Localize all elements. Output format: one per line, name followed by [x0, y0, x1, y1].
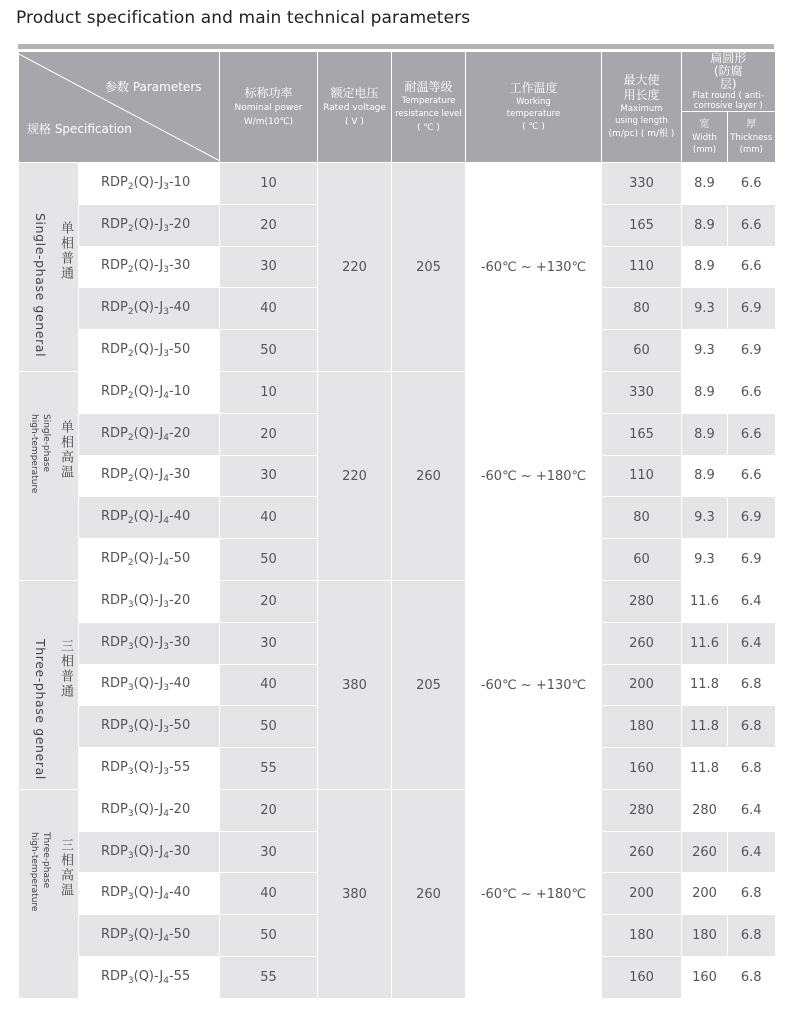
header-power: [220, 52, 318, 163]
length-en: Maximum using length: [615, 104, 668, 126]
model-prefix: RDP: [101, 174, 128, 190]
width-cell: 11.8: [682, 664, 728, 706]
voltage-cell: 380: [318, 581, 392, 790]
power-cell: 20: [220, 581, 318, 623]
model-sub1: 2: [127, 558, 134, 569]
model-prefix: RDP: [101, 383, 128, 399]
model-cell: [79, 873, 220, 915]
power-cell: 55: [220, 748, 318, 790]
model-cell: [79, 455, 220, 497]
group-label-cn: 三相普通: [58, 639, 73, 699]
width-cell: 9.3: [682, 330, 728, 372]
width-cell: 8.9: [682, 204, 728, 246]
thickness-cell: 6.4: [728, 790, 775, 832]
model-sub2: 4: [163, 390, 169, 401]
length-cell: 80: [602, 288, 682, 330]
power-cell: 40: [220, 288, 318, 330]
model-mid: (Q)-J: [133, 801, 164, 817]
group-label-en: Three-phase general: [33, 639, 48, 780]
model-cell: [79, 539, 220, 581]
model-mid: (Q)-J: [133, 885, 164, 901]
model-suffix: -50: [168, 551, 191, 567]
model-mid: (Q)-J: [133, 676, 164, 692]
width-cell: 11.6: [682, 581, 728, 623]
model-sub2: 4: [163, 558, 169, 569]
power-cell: 50: [220, 915, 318, 957]
model-sub1: 3: [127, 933, 134, 944]
power-cell: 20: [220, 413, 318, 455]
work-temp-cn: 工作温度: [509, 80, 558, 95]
group-label-cn: 单相高温: [58, 420, 73, 480]
power-cn: 标称功率: [244, 85, 293, 100]
thickness-cell: 6.9: [728, 288, 775, 330]
group-label-cn: 三相高温: [58, 838, 73, 898]
power-cell: 20: [220, 204, 318, 246]
power-cell: 40: [220, 497, 318, 539]
length-cell: 60: [602, 330, 682, 372]
model-sub2: 3: [163, 223, 169, 234]
parameters-label: 参数 Parameters: [105, 79, 202, 94]
model-mid: (Q)-J: [133, 509, 164, 525]
specification-label: 规格 Specification: [27, 121, 132, 136]
voltage-unit: ( V ): [345, 116, 364, 127]
width-cell: 9.3: [682, 539, 728, 581]
model-prefix: RDP: [101, 509, 128, 525]
width-cell: 8.9: [682, 163, 728, 205]
group-label-cell: [19, 163, 79, 372]
header-thickness: [728, 112, 775, 163]
model-cell: [79, 581, 220, 623]
model-sub1: 3: [127, 641, 134, 652]
model-cell: [79, 497, 220, 539]
width-cell: 8.9: [682, 372, 728, 414]
model-cell: [79, 622, 220, 664]
model-suffix: -30: [168, 634, 191, 650]
model-prefix: RDP: [101, 801, 128, 817]
temp-level-cn: 耐温等级: [404, 79, 453, 94]
thick-unit: (mm): [739, 145, 763, 155]
thickness-cell: 6.6: [728, 246, 775, 288]
model-suffix: -50: [168, 718, 191, 734]
header-flat-round: [682, 52, 775, 112]
length-cell: 330: [602, 372, 682, 414]
length-cell: 80: [602, 497, 682, 539]
model-prefix: RDP: [101, 467, 128, 483]
model-mid: (Q)-J: [133, 718, 164, 734]
model-cell: [79, 790, 220, 832]
model-suffix: -30: [168, 258, 191, 274]
width-cell: 11.8: [682, 706, 728, 748]
power-unit: W/m(10℃): [243, 116, 294, 127]
length-cell: 200: [602, 664, 682, 706]
group-label-en: Three-phase: [41, 832, 51, 889]
model-sub1: 2: [127, 265, 134, 276]
model-sub1: 3: [127, 975, 134, 986]
model-sub2: 4: [163, 850, 169, 861]
power-cell: 40: [220, 873, 318, 915]
voltage-cell: 220: [318, 163, 392, 372]
thickness-cell: 6.4: [728, 622, 775, 664]
header-diagonal-cell: [19, 52, 220, 163]
model-mid: (Q)-J: [133, 843, 164, 859]
length-cell: 200: [602, 873, 682, 915]
header-temp-level: [392, 52, 466, 163]
model-sub2: 3: [163, 683, 169, 694]
length-cell: 160: [602, 748, 682, 790]
voltage-cell: 220: [318, 372, 392, 581]
width-cell: 11.8: [682, 748, 728, 790]
model-prefix: RDP: [101, 885, 128, 901]
thick-en: Thickness: [730, 133, 773, 143]
model-prefix: RDP: [101, 551, 128, 567]
header-width: [682, 112, 728, 163]
header-work-temp: [466, 52, 602, 163]
model-prefix: RDP: [101, 968, 128, 984]
model-suffix: -40: [168, 509, 191, 525]
thickness-cell: 6.8: [728, 915, 775, 957]
model-cell: [79, 163, 220, 205]
model-sub2: 3: [163, 725, 169, 736]
work-temp-en: Working temperature: [506, 96, 561, 119]
thickness-cell: 6.9: [728, 497, 775, 539]
model-sub1: 2: [127, 474, 134, 485]
model-suffix: -20: [168, 216, 191, 232]
model-sub2: 3: [163, 641, 169, 652]
width-cell: 280: [682, 790, 728, 832]
model-sub1: 2: [127, 432, 134, 443]
model-mid: (Q)-J: [133, 634, 164, 650]
thickness-cell: 6.8: [728, 748, 775, 790]
model-mid: (Q)-J: [133, 425, 164, 441]
width-cell: 11.6: [682, 622, 728, 664]
length-cell: 280: [602, 790, 682, 832]
length-cell: 180: [602, 915, 682, 957]
temp-level-unit: ( ℃ ): [417, 122, 440, 133]
model-sub1: 3: [127, 683, 134, 694]
spec-table: [18, 52, 775, 998]
length-cell: 260: [602, 622, 682, 664]
model-sub2: 3: [163, 767, 169, 778]
model-sub1: 3: [127, 808, 134, 819]
model-prefix: RDP: [101, 300, 128, 316]
width-cell: 8.9: [682, 455, 728, 497]
model-prefix: RDP: [101, 676, 128, 692]
model-suffix: -50: [168, 926, 191, 942]
group-label-cell: [19, 790, 79, 999]
model-sub2: 3: [163, 307, 169, 318]
model-prefix: RDP: [101, 342, 128, 358]
model-sub2: 3: [163, 181, 169, 192]
model-sub1: 2: [127, 307, 134, 318]
model-sub2: 4: [163, 516, 169, 527]
model-sub2: 3: [163, 265, 169, 276]
power-cell: 50: [220, 330, 318, 372]
thickness-cell: 6.8: [728, 873, 775, 915]
model-suffix: -40: [168, 885, 191, 901]
table-row: [19, 581, 775, 623]
table-row: [19, 163, 775, 205]
width-cn: 宽: [699, 119, 710, 130]
model-mid: (Q)-J: [133, 551, 164, 567]
thick-cn: 厚: [746, 119, 757, 130]
model-suffix: -30: [168, 467, 191, 483]
model-mid: (Q)-J: [133, 258, 164, 274]
model-cell: [79, 748, 220, 790]
model-suffix: -10: [168, 383, 191, 399]
model-suffix: -20: [168, 801, 191, 817]
power-cell: 30: [220, 622, 318, 664]
model-mid: (Q)-J: [133, 926, 164, 942]
length-unit: (m/pc) ( m/根 ): [608, 129, 675, 139]
model-cell: [79, 246, 220, 288]
group-label-en: Single-phase: [41, 414, 51, 473]
power-cell: 30: [220, 831, 318, 873]
model-sub2: 4: [163, 975, 169, 986]
flat-en: Flat round ( anti-corrosive layer ): [692, 91, 764, 111]
length-cn: 最大使用长度: [623, 73, 660, 102]
model-suffix: -40: [168, 676, 191, 692]
model-sub1: 2: [127, 390, 134, 401]
group-label-cell: [19, 581, 79, 790]
width-cell: 9.3: [682, 288, 728, 330]
model-prefix: RDP: [101, 926, 128, 942]
model-cell: [79, 706, 220, 748]
model-mid: (Q)-J: [133, 383, 164, 399]
thickness-cell: 6.6: [728, 204, 775, 246]
power-cell: 10: [220, 372, 318, 414]
length-cell: 110: [602, 246, 682, 288]
length-cell: 165: [602, 413, 682, 455]
group-label-en: Single-phase general: [33, 213, 48, 358]
model-suffix: -30: [168, 843, 191, 859]
model-mid: (Q)-J: [133, 760, 164, 776]
model-cell: [79, 330, 220, 372]
diagonal-line: [19, 54, 220, 161]
work-temp-cell: -60℃ ~ +130℃: [466, 581, 602, 790]
group-label-en2: high-temperature: [29, 414, 39, 494]
width-en: Width: [692, 133, 717, 143]
temp-level-en: Temperature resistance level: [395, 95, 462, 119]
voltage-cell: 380: [318, 790, 392, 999]
model-mid: (Q)-J: [133, 216, 164, 232]
voltage-cn: 额定电压: [330, 85, 379, 100]
work-temp-cell: -60℃ ~ +180℃: [466, 790, 602, 999]
model-sub2: 4: [163, 432, 169, 443]
model-prefix: RDP: [101, 634, 128, 650]
thickness-cell: 6.8: [728, 706, 775, 748]
model-mid: (Q)-J: [133, 342, 164, 358]
length-cell: 165: [602, 204, 682, 246]
model-sub1: 2: [127, 349, 134, 360]
model-cell: [79, 664, 220, 706]
model-sub1: 3: [127, 892, 134, 903]
thickness-cell: 6.4: [728, 831, 775, 873]
model-sub1: 3: [127, 599, 134, 610]
model-cell: [79, 915, 220, 957]
temp-level-cell: 205: [392, 163, 466, 372]
table-row: [19, 372, 775, 414]
length-cell: 330: [602, 163, 682, 205]
model-cell: [79, 956, 220, 998]
header-voltage: [318, 52, 392, 163]
power-cell: 30: [220, 455, 318, 497]
thickness-cell: 6.6: [728, 413, 775, 455]
model-sub1: 2: [127, 516, 134, 527]
voltage-en: Rated voltage: [323, 102, 386, 113]
width-cell: 8.9: [682, 413, 728, 455]
page-title: Product specification and main technical parameters: [16, 8, 471, 28]
length-cell: 180: [602, 706, 682, 748]
model-sub1: 3: [127, 725, 134, 736]
model-mid: (Q)-J: [133, 968, 164, 984]
thickness-cell: 6.9: [728, 330, 775, 372]
model-suffix: -50: [168, 342, 191, 358]
temp-level-cell: 260: [392, 372, 466, 581]
model-prefix: RDP: [101, 216, 128, 232]
model-suffix: -55: [168, 760, 191, 776]
model-mid: (Q)-J: [133, 592, 164, 608]
work-temp-unit: ( ℃ ): [522, 121, 545, 132]
thickness-cell: 6.4: [728, 581, 775, 623]
work-temp-cell: -60℃ ~ +130℃: [466, 163, 602, 372]
length-cell: 110: [602, 455, 682, 497]
power-en: Nominal power: [234, 102, 303, 113]
power-cell: 20: [220, 790, 318, 832]
model-sub2: 4: [163, 808, 169, 819]
model-cell: [79, 413, 220, 455]
model-sub2: 3: [163, 349, 169, 360]
width-unit: (mm): [692, 145, 717, 155]
model-sub1: 3: [127, 850, 134, 861]
width-cell: 160: [682, 956, 728, 998]
model-sub2: 4: [163, 933, 169, 944]
power-cell: 10: [220, 163, 318, 205]
model-cell: [79, 372, 220, 414]
model-mid: (Q)-J: [133, 300, 164, 316]
flat-cn: 扁圆形(防腐层): [710, 51, 747, 91]
model-suffix: -55: [168, 968, 191, 984]
model-suffix: -10: [168, 174, 191, 190]
model-sub2: 3: [163, 599, 169, 610]
model-cell: [79, 288, 220, 330]
length-cell: 280: [602, 581, 682, 623]
group-label-cell: [19, 372, 79, 581]
model-sub1: 3: [127, 767, 134, 778]
model-suffix: -40: [168, 300, 191, 316]
model-sub1: 2: [127, 223, 134, 234]
power-cell: 55: [220, 956, 318, 998]
model-mid: (Q)-J: [133, 174, 164, 190]
model-prefix: RDP: [101, 425, 128, 441]
temp-level-cell: 260: [392, 790, 466, 999]
model-prefix: RDP: [101, 592, 128, 608]
model-prefix: RDP: [101, 718, 128, 734]
power-cell: 50: [220, 706, 318, 748]
header-length: [602, 52, 682, 163]
width-cell: 260: [682, 831, 728, 873]
thickness-cell: 6.6: [728, 455, 775, 497]
model-prefix: RDP: [101, 258, 128, 274]
width-cell: 180: [682, 915, 728, 957]
model-prefix: RDP: [101, 843, 128, 859]
length-cell: 260: [602, 831, 682, 873]
model-cell: [79, 831, 220, 873]
table-row: [19, 790, 775, 832]
thickness-cell: 6.8: [728, 956, 775, 998]
length-cell: 160: [602, 956, 682, 998]
thickness-cell: 6.6: [728, 163, 775, 205]
model-mid: (Q)-J: [133, 467, 164, 483]
model-prefix: RDP: [101, 760, 128, 776]
group-label-cn: 单相普通: [58, 221, 73, 281]
group-label-en2: high-temperature: [29, 832, 39, 912]
thickness-cell: 6.8: [728, 664, 775, 706]
model-cell: [79, 204, 220, 246]
model-suffix: -20: [168, 592, 191, 608]
width-cell: 200: [682, 873, 728, 915]
width-cell: 9.3: [682, 497, 728, 539]
model-sub2: 4: [163, 474, 169, 485]
model-sub1: 2: [127, 181, 134, 192]
work-temp-cell: -60℃ ~ +180℃: [466, 372, 602, 581]
model-suffix: -20: [168, 425, 191, 441]
power-cell: 30: [220, 246, 318, 288]
title-divider: [18, 44, 774, 49]
model-sub2: 4: [163, 892, 169, 903]
width-cell: 8.9: [682, 246, 728, 288]
thickness-cell: 6.9: [728, 539, 775, 581]
length-cell: 60: [602, 539, 682, 581]
thickness-cell: 6.6: [728, 372, 775, 414]
power-cell: 50: [220, 539, 318, 581]
temp-level-cell: 205: [392, 581, 466, 790]
power-cell: 40: [220, 664, 318, 706]
